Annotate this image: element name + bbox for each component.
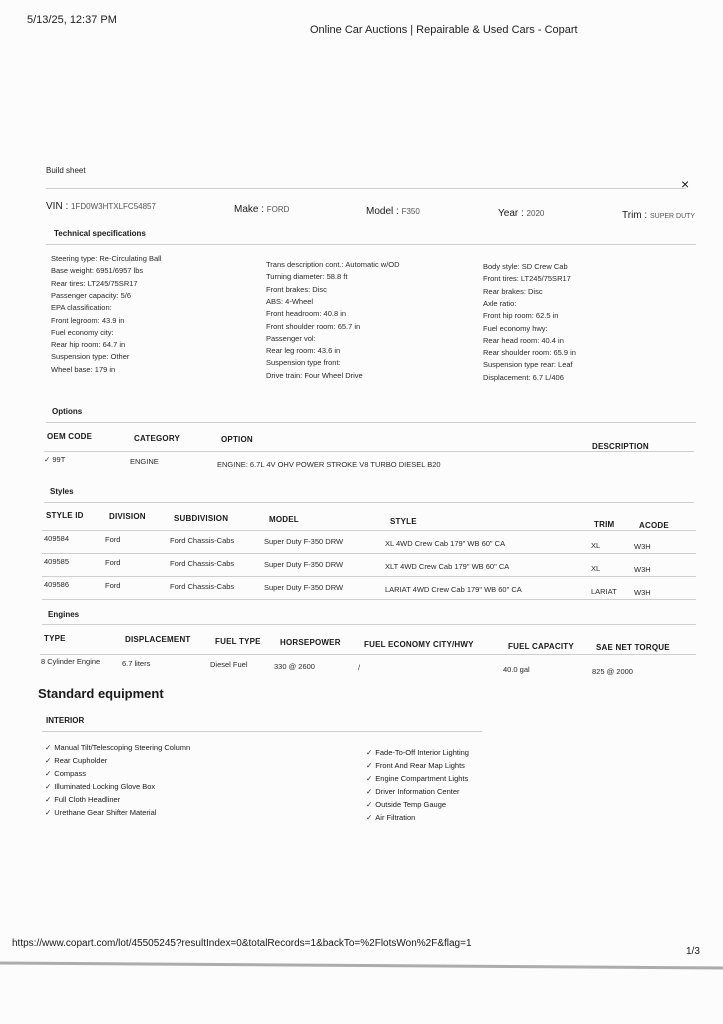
interior-list-right: [366, 746, 469, 824]
technical-spec-item: Passenger capacity: 5/6: [51, 290, 132, 300]
styles-cell: Ford Chassis-Cabs: [170, 536, 235, 545]
technical-spec-item: Front hip room: 62.5 in: [483, 311, 559, 321]
technical-spec-item: Suspension type: Other: [51, 352, 130, 362]
technical-spec-item: Passenger vol:: [266, 333, 316, 343]
styles-col-style: STYLE: [390, 517, 417, 526]
styles-cell: Super Duty F-350 DRW: [264, 583, 344, 592]
technical-spec-item: Suspension type front:: [266, 358, 341, 368]
technical-spec-item: Suspension type rear: Leaf: [483, 360, 573, 370]
options-heading: Options: [52, 407, 83, 416]
options-col-oem-code: OEM CODE: [47, 432, 93, 441]
options-cell-category: ENGINE: [130, 457, 159, 466]
engines-col-fuel-economy: FUEL ECONOMY CITY/HWY: [364, 640, 474, 649]
equipment-item: ✓ Illuminated Locking Glove Box: [45, 780, 190, 793]
styles-heading: Styles: [50, 487, 74, 496]
technical-spec-item: Front headroom: 40.8 in: [266, 309, 347, 319]
technical-spec-item: Steering type: Re-Circulating Ball: [51, 254, 162, 263]
vin-field: [46, 201, 156, 212]
print-url: https://www.copart.com/lot/45505245?resultIndex=0&totalRecords=1&backTo=%2FlotsWon%2F&flag=1: [12, 938, 472, 949]
equipment-item: ✓ Compass: [45, 767, 190, 780]
styles-cell: 409586: [44, 580, 70, 589]
styles-cell: Ford Chassis-Cabs: [170, 582, 235, 591]
engines-heading: Engines: [48, 610, 80, 619]
engines-cell-fuel-capacity: 40.0 gal: [503, 665, 530, 674]
technical-spec-item: Axle ratio:: [483, 298, 517, 308]
trim-label: Trim :: [622, 210, 648, 221]
technical-spec-item: Rear shoulder room: 65.9 in: [483, 348, 576, 358]
interior-list-left: [45, 741, 190, 819]
styles-col-acode: ACODE: [639, 521, 669, 530]
technical-spec-item: Rear leg room: 43.6 in: [266, 346, 341, 356]
model-field: [366, 206, 420, 217]
engines-col-horsepower: HORSEPOWER: [280, 638, 341, 647]
styles-row-divider: [42, 599, 696, 600]
engines-col-type: TYPE: [44, 634, 66, 643]
technical-spec-item: Base weight: 6951/6957 lbs: [51, 266, 144, 276]
technical-spec-item: Rear hip room: 64.7 in: [51, 340, 126, 350]
close-icon[interactable]: ×: [681, 176, 690, 192]
styles-col-subdivision: SUBDIVISION: [174, 514, 229, 523]
technical-spec-item: Body style: SD Crew Cab: [483, 262, 568, 271]
technical-spec-item: Rear tires: LT245/75SR17: [51, 278, 138, 288]
technical-spec-item: ABS: 4-Wheel: [266, 296, 314, 306]
styles-row-divider: [42, 576, 696, 577]
equipment-item: ✓ Driver Information Center: [366, 785, 469, 798]
make-field: [234, 204, 289, 215]
technical-spec-item: Fuel economy hwy:: [483, 323, 548, 333]
technical-spec-item: Fuel economy city:: [51, 327, 114, 337]
equipment-item: ✓ Air Filtration: [366, 811, 469, 824]
print-page-number: 1/3: [686, 946, 700, 957]
trim-field: [622, 210, 695, 221]
equipment-item: ✓ Fade-To-Off Interior Lighting: [366, 746, 469, 759]
build-sheet-label: Build sheet: [46, 166, 86, 175]
print-datetime: 5/13/25, 12:37 PM: [27, 14, 117, 26]
technical-spec-item: Front tires: LT245/75SR17: [483, 274, 571, 284]
options-col-description: DESCRIPTION: [592, 442, 649, 451]
styles-cell: Super Duty F-350 DRW: [264, 537, 344, 546]
styles-cell: Ford: [105, 535, 121, 544]
styles-cell: Ford: [105, 581, 121, 590]
options-cell-option: ENGINE: 6.7L 4V OHV POWER STROKE V8 TURBO DIESEL B20: [217, 460, 441, 469]
styles-col-model: MODEL: [269, 515, 299, 524]
engines-cell-type: 8 Cylinder Engine: [41, 657, 101, 666]
technical-spec-item: Front shoulder room: 65.7 in: [266, 321, 361, 331]
model-value: F350: [401, 207, 420, 216]
options-col-option: OPTION: [221, 435, 253, 444]
engines-cell-fuel-economy: /: [358, 663, 361, 672]
equipment-item: ✓ Rear Cupholder: [45, 754, 190, 767]
options-cell-oem-code: ✓ 99T: [44, 455, 66, 464]
technical-heading: Technical specifications: [54, 229, 146, 238]
styles-cell: Ford Chassis-Cabs: [170, 559, 235, 568]
equipment-item: ✓ Manual Tilt/Telescoping Steering Column: [45, 741, 190, 754]
styles-cell: 409584: [44, 534, 70, 543]
equipment-item: ✓ Front And Rear Map Lights: [366, 759, 469, 772]
year-field: [498, 208, 544, 219]
options-col-category: CATEGORY: [134, 434, 181, 443]
engines-col-fuel-type: FUEL TYPE: [215, 637, 261, 646]
engines-cell-torque: 825 @ 2000: [592, 667, 633, 676]
technical-spec-item: Trans description cont.: Automatic w/OD: [266, 260, 400, 269]
styles-cell: Super Duty F-350 DRW: [264, 560, 344, 569]
technical-spec-item: Front legroom: 43.9 in: [51, 315, 125, 325]
engines-cell-horsepower: 330 @ 2600: [274, 662, 315, 671]
styles-col-trim: TRIM: [594, 520, 615, 529]
styles-col-style-id: STYLE ID: [46, 511, 84, 520]
technical-spec-item: Drive train: Four Wheel Drive: [266, 370, 363, 380]
equipment-item: ✓ Engine Compartment Lights: [366, 772, 469, 785]
print-page-title: Online Car Auctions | Repairable & Used Cars - Copart: [310, 24, 578, 36]
styles-cell: XL: [591, 564, 601, 573]
engines-cell-displacement: 6.7 liters: [122, 659, 151, 668]
styles-cell: LARIAT: [591, 587, 617, 596]
technical-spec-item: Front brakes: Disc: [266, 284, 327, 294]
technical-spec-item: Rear brakes: Disc: [483, 286, 543, 296]
technical-spec-item: Turning diameter: 58.8 ft: [266, 272, 348, 282]
styles-cell: W3H: [634, 565, 651, 574]
model-label: Model :: [366, 206, 399, 217]
technical-spec-item: Rear head room: 40.4 in: [483, 335, 564, 345]
styles-col-division: DIVISION: [109, 512, 146, 521]
styles-cell: W3H: [634, 588, 651, 597]
make-value: FORD: [266, 205, 290, 214]
trim-value: SUPER DUTY: [649, 213, 696, 220]
styles-row-divider: [42, 553, 696, 554]
engines-col-torque: SAE NET TORQUE: [596, 643, 670, 652]
technical-spec-item: Wheel base: 179 in: [51, 364, 116, 374]
year-label: Year :: [498, 208, 524, 219]
engines-col-displacement: DISPLACEMENT: [125, 635, 191, 644]
interior-subheading: INTERIOR: [46, 716, 85, 725]
styles-cell: Ford: [105, 558, 121, 567]
styles-cell: XL 4WD Crew Cab 179" WB 60" CA: [385, 539, 506, 548]
technical-spec-item: EPA classification:: [51, 303, 112, 313]
equipment-item: ✓ Urethane Gear Shifter Material: [45, 806, 190, 819]
styles-cell: W3H: [634, 542, 651, 551]
vin-value: 1FD0W3HTXLFC54857: [71, 202, 156, 211]
styles-cell: 409585: [44, 557, 70, 566]
scan-edge-line: [0, 961, 723, 969]
year-value: 2020: [526, 209, 545, 218]
engines-col-fuel-capacity: FUEL CAPACITY: [508, 642, 574, 651]
vin-label: VIN :: [46, 201, 69, 212]
equipment-item: ✓ Full Cloth Headliner: [45, 793, 190, 806]
styles-cell: XL: [591, 541, 601, 550]
technical-spec-item: Displacement: 6.7 L/406: [483, 372, 564, 382]
styles-cell: XLT 4WD Crew Cab 179" WB 60" CA: [385, 562, 510, 571]
styles-cell: LARIAT 4WD Crew Cab 179" WB 60" CA: [385, 585, 522, 594]
make-label: Make :: [234, 204, 265, 215]
engines-cell-fuel-type: Diesel Fuel: [210, 660, 248, 669]
standard-equipment-heading: Standard equipment: [38, 686, 164, 701]
equipment-item: ✓ Outside Temp Gauge: [366, 798, 469, 811]
